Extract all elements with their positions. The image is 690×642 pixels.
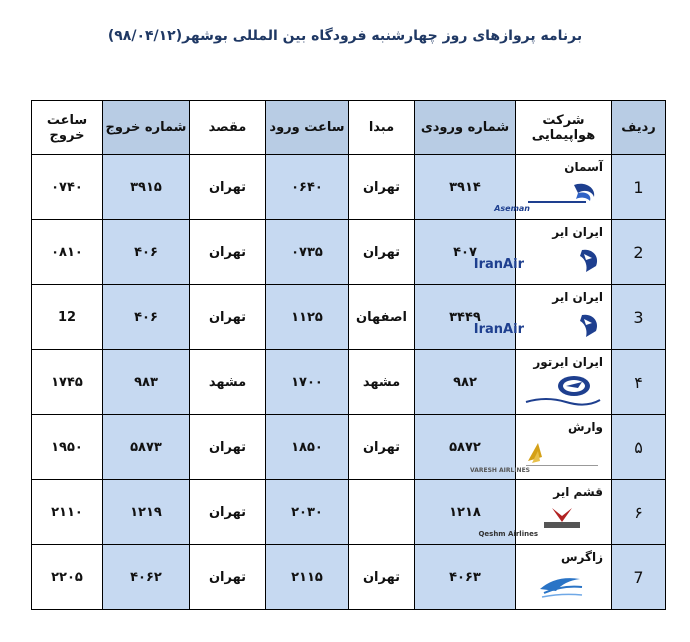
row-number-cell: ۵: [612, 415, 666, 480]
zagros-logo: [522, 569, 602, 603]
departure-time-cell: ۲۲۰۵: [32, 545, 103, 610]
arrival-number-cell: ۴۰۶۳: [415, 545, 516, 610]
header-departure-number: شماره خروج: [103, 101, 190, 155]
destination-cell: تهران: [190, 220, 266, 285]
airline-cell: [516, 545, 612, 610]
destination-cell: تهران: [190, 480, 266, 545]
svg-text:IranAir: IranAir: [473, 257, 524, 272]
origin-cell: تهران: [349, 415, 415, 480]
svg-text:IranAir: IranAir: [473, 322, 524, 337]
table-row: [32, 480, 666, 545]
origin-cell: تهران: [349, 545, 415, 610]
row-number-cell: ۶: [612, 480, 666, 545]
departure-number-cell: ۴۰۶: [103, 285, 190, 350]
row-number-cell: 1: [612, 155, 666, 220]
airline-name: ایران ایر: [552, 225, 603, 239]
arrival-number-cell: ۱۲۱۸: [415, 480, 516, 545]
airline-cell: [478, 480, 612, 545]
row-number-cell: ۴: [612, 350, 666, 415]
departure-number-cell: ۳۹۱۵: [103, 155, 190, 220]
airline-name: زاگرس: [560, 550, 603, 564]
destination-cell: تهران: [190, 285, 266, 350]
iranair-logo: [473, 244, 602, 278]
svg-text:VARESH AIRLINES: VARESH AIRLINES: [469, 467, 530, 474]
origin-cell: مشهد: [349, 350, 415, 415]
varesh-logo: [469, 439, 602, 474]
header-airline: شرکت هواپیمایی: [516, 101, 612, 155]
departure-number-cell: ۵۸۷۳: [103, 415, 190, 480]
header-departure-time: ساعت خروج: [32, 101, 103, 155]
arrival-number-cell: ۵۸۷۲: [415, 415, 516, 480]
header-destination: مقصد: [190, 101, 266, 155]
airline-name: آسمان: [564, 160, 603, 174]
row-number-cell: 2: [612, 220, 666, 285]
arrival-time-cell: ۱۸۵۰: [266, 415, 349, 480]
flight-schedule-table: [31, 100, 666, 610]
airline-name: ایران ایرتور: [533, 355, 603, 369]
arrival-number-cell: ۴۰۷: [415, 220, 516, 285]
departure-time-cell: ۱۹۵۰: [32, 415, 103, 480]
iranairtour-logo: [522, 374, 602, 408]
iranair-logo: [473, 309, 602, 343]
header-arrival-number: شماره ورودی: [415, 101, 516, 155]
arrival-time-cell: ۱۱۲۵: [266, 285, 349, 350]
arrival-number-cell: ۹۸۲: [415, 350, 516, 415]
airline-cell: [469, 415, 612, 480]
table-header-row: [32, 101, 666, 155]
departure-number-cell: ۱۲۱۹: [103, 480, 190, 545]
origin-cell: تهران: [349, 220, 415, 285]
destination-cell: تهران: [190, 545, 266, 610]
departure-number-cell: ۴۰۶۲: [103, 545, 190, 610]
table-row: [32, 545, 666, 610]
arrival-time-cell: ۱۷۰۰: [266, 350, 349, 415]
table-row: [32, 155, 666, 220]
table-row: [32, 350, 666, 415]
arrival-time-cell: ۲۰۳۰: [266, 480, 349, 545]
svg-text:Aseman: Aseman: [494, 204, 530, 213]
airline-cell: [494, 155, 612, 220]
table-row: [32, 220, 666, 285]
header-row-number: ردیف: [612, 101, 666, 155]
departure-time-cell: ۰۸۱۰: [32, 220, 103, 285]
row-number-cell: 7: [612, 545, 666, 610]
arrival-time-cell: ۰۷۳۵: [266, 220, 349, 285]
airline-cell: [473, 285, 612, 350]
departure-number-cell: ۴۰۶: [103, 220, 190, 285]
origin-cell: [349, 480, 415, 545]
aseman-logo: [494, 179, 602, 213]
header-arrival-time: ساعت ورود: [266, 101, 349, 155]
destination-cell: تهران: [190, 155, 266, 220]
origin-cell: تهران: [349, 155, 415, 220]
departure-time-cell: ۲۱۱۰: [32, 480, 103, 545]
airline-name: ایران ایر: [552, 290, 603, 304]
destination-cell: مشهد: [190, 350, 266, 415]
airline-name: قشم ایر: [553, 485, 603, 499]
airline-cell: [516, 350, 612, 415]
departure-number-cell: ۹۸۳: [103, 350, 190, 415]
departure-time-cell: ۰۷۴۰: [32, 155, 103, 220]
departure-time-cell: ۱۷۴۵: [32, 350, 103, 415]
table-row: [32, 415, 666, 480]
arrival-time-cell: ۰۶۴۰: [266, 155, 349, 220]
arrival-number-cell: ۳۴۴۹: [415, 285, 516, 350]
airline-cell: [473, 220, 612, 285]
origin-cell: اصفهان: [349, 285, 415, 350]
page-title: برنامه پروازهای روز چهارشنبه فرودگاه بین المللی بوشهر(۹۸/۰۴/۱۲): [107, 28, 583, 44]
header-origin: مبدا: [349, 101, 415, 155]
table-row: [32, 285, 666, 350]
svg-text:Qeshm Airlines: Qeshm Airlines: [478, 530, 538, 538]
destination-cell: تهران: [190, 415, 266, 480]
airline-name: وارش: [567, 420, 603, 434]
row-number-cell: 3: [612, 285, 666, 350]
departure-time-cell: 12: [32, 285, 103, 350]
qeshm-logo: [478, 504, 602, 538]
arrival-time-cell: ۲۱۱۵: [266, 545, 349, 610]
arrival-number-cell: ۳۹۱۴: [415, 155, 516, 220]
